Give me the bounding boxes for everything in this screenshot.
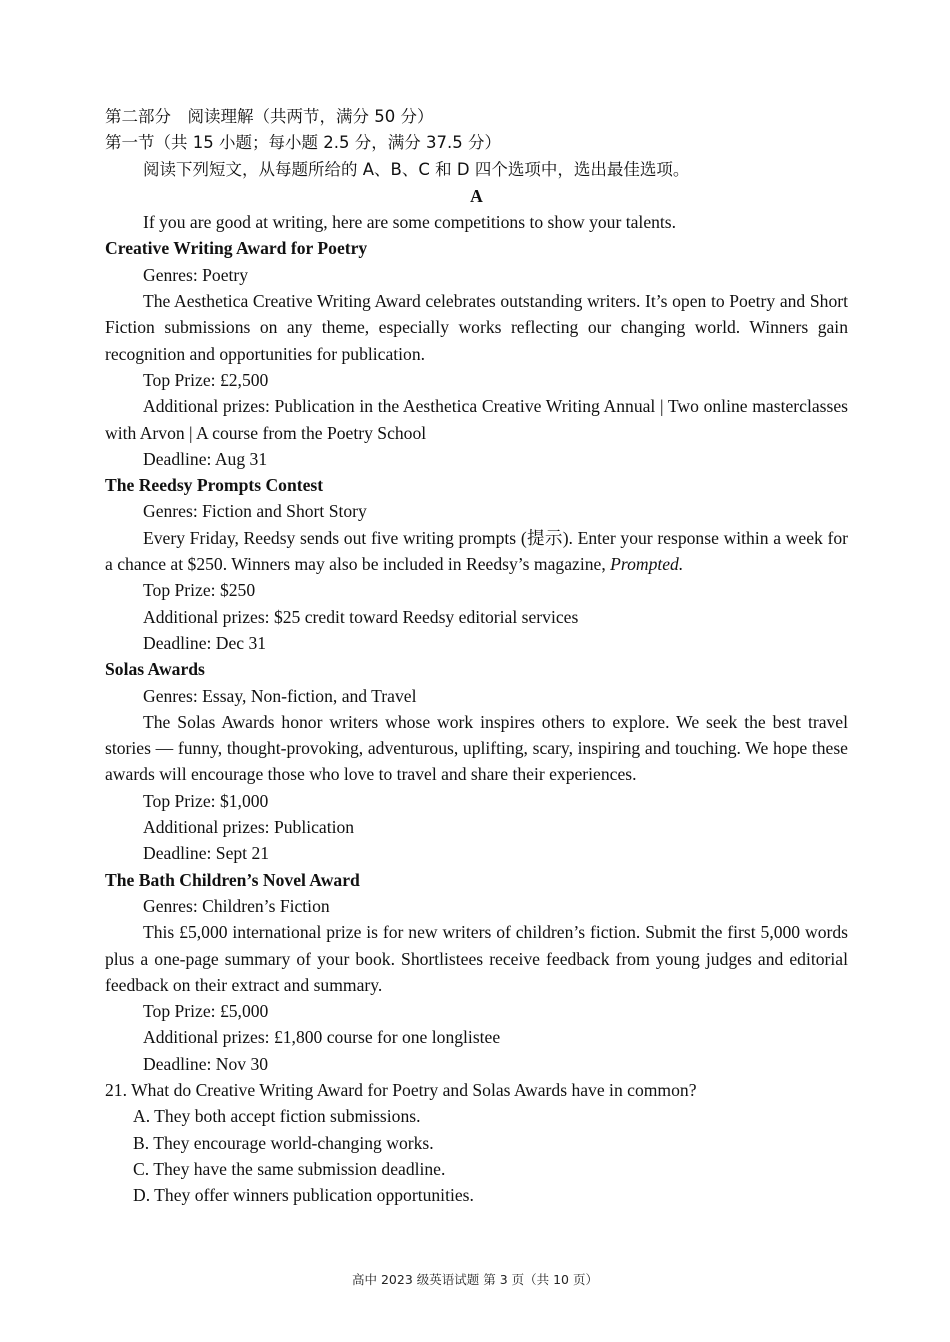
option-d: D. They offer winners publication opportunities. [133, 1185, 474, 1206]
competition-top-prize: Top Prize: $1,000 [143, 790, 269, 811]
competition-block [105, 867, 848, 1077]
competition-additional: Additional prizes: $25 credit toward Reedsy editorial services [143, 606, 579, 627]
option-a: A. They both accept fiction submissions. [133, 1106, 421, 1127]
competition-deadline: Deadline: Nov 30 [143, 1053, 269, 1074]
instruction: 阅读下列短文，从每题所给的 A、B、C 和 D 四个选项中，选出最佳选项。 [143, 159, 690, 179]
competition-genres: Genres: Fiction and Short Story [143, 501, 367, 522]
exam-page [105, 104, 848, 1208]
competition-genres: Genres: Essay, Non-fiction, and Travel [143, 685, 417, 706]
passage-intro: If you are good at writing, here are some competitions to show your talents. [143, 212, 677, 233]
question-stem: 21. What do Creative Writing Award for Poetry and Solas Awards have in common? [105, 1079, 697, 1100]
question-block [105, 1077, 848, 1208]
description-text: Every Friday, Reedsy sends out five writing prompts (提示). Enter your response within a week for a chance at $250. Winners may also be included in Reedsy’s magazine, [105, 527, 848, 575]
competition-title: The Reedsy Prompts Contest [105, 475, 324, 496]
competition-top-prize: Top Prize: £2,500 [143, 369, 269, 390]
competition-top-prize: Top Prize: $250 [143, 580, 256, 601]
passage-label: A [470, 185, 483, 206]
competition-description: The Solas Awards honor writers whose work inspires others to explore. We seek the best travel stories — funny, thought-provoking, adventurous, uplifting, scary, inspiring and touching. We hope these awards will encourage those who love to travel and share their experiences. [105, 711, 848, 785]
competition-description [105, 525, 848, 578]
competition-top-prize: Top Prize: £5,000 [143, 1001, 269, 1022]
competition-title: Solas Awards [105, 659, 205, 680]
competition-deadline: Deadline: Sept 21 [143, 843, 270, 864]
competition-block [105, 235, 848, 472]
section-subtitle: 第一节（共 15 小题；每小题 2.5 分，满分 37.5 分） [105, 133, 501, 153]
competition-block [105, 656, 848, 866]
page-footer: 高中 2023 级英语试题 第 3 页（共 10 页） [352, 1272, 598, 1287]
competition-additional: Additional prizes: Publication [143, 817, 355, 838]
magazine-title: Prompted. [610, 554, 684, 575]
competition-block [105, 472, 848, 656]
part-title: 第二部分 阅读理解（共两节，满分 50 分） [105, 107, 434, 126]
competition-genres: Genres: Children’s Fiction [143, 895, 330, 916]
option-c: C. They have the same submission deadline. [133, 1158, 446, 1179]
competition-deadline: Deadline: Aug 31 [143, 448, 268, 469]
option-b: B. They encourage world-changing works. [133, 1132, 434, 1153]
competition-description: This £5,000 international prize is for new writers of children’s fiction. Submit the first 5,000 words plus a one-page summary of your book. Shortlistees receive feedback from young judges and editorial feedback on their extract and summary. [105, 922, 848, 995]
competition-genres: Genres: Poetry [143, 264, 249, 285]
competition-title: The Bath Children’s Novel Award [105, 869, 360, 890]
competition-description: The Aesthetica Creative Writing Award celebrates outstanding writers. It’s open to Poetry and Short Fiction submissions on any theme, especially works reflecting our changing world. Winners gain recognition and opportunities for publication. [105, 291, 848, 364]
competition-deadline: Deadline: Dec 31 [143, 632, 267, 653]
competition-title: Creative Writing Award for Poetry [105, 238, 368, 259]
competition-additional: Additional prizes: Publication in the Aesthetica Creative Writing Annual | Two online masterclasses with Arvon | A course from the Poetry School [105, 396, 848, 443]
competition-additional: Additional prizes: £1,800 course for one longlistee [143, 1027, 501, 1048]
